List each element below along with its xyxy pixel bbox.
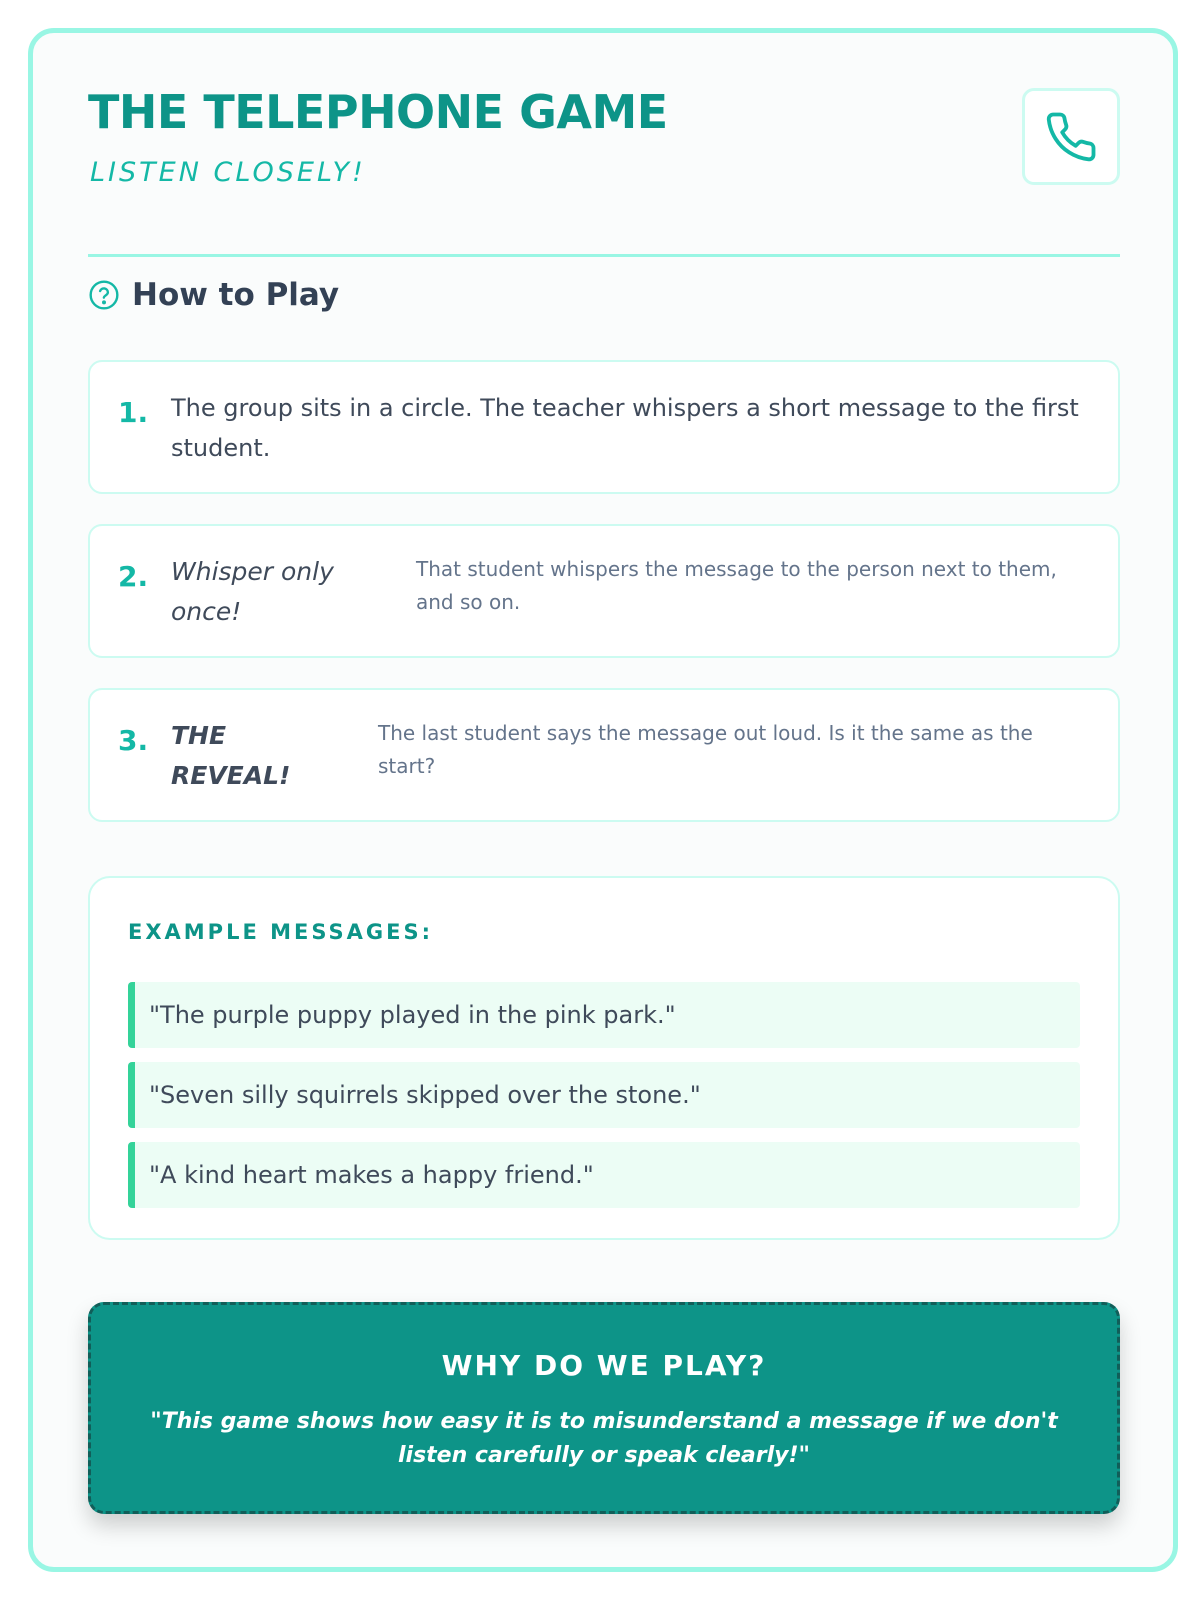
example-message: "The purple puppy played in the pink park." xyxy=(128,982,1080,1048)
example-messages-heading: EXAMPLE MESSAGES: xyxy=(128,920,434,944)
step-number: 2. xyxy=(118,560,149,593)
step-number: 3. xyxy=(118,724,149,757)
why-we-play-panel xyxy=(88,1302,1120,1514)
example-message: "A kind heart makes a happy friend." xyxy=(128,1142,1080,1208)
step-card-2 xyxy=(88,524,1120,658)
question-circle-icon xyxy=(88,279,120,311)
step-text: The group sits in a circle. The teacher whispers a short message to the first student. xyxy=(171,394,1079,462)
example-message: "Seven silly squirrels skipped over the stone." xyxy=(128,1062,1080,1128)
phone-button[interactable] xyxy=(1022,88,1120,185)
header xyxy=(88,85,1120,257)
page-subtitle: LISTEN CLOSELY! xyxy=(90,157,366,188)
step-card-3 xyxy=(88,688,1120,822)
step-number: 1. xyxy=(118,396,149,429)
step-text: The last student says the message out loud. Is it the same as the start? xyxy=(378,721,1033,778)
page-title: THE TELEPHONE GAME xyxy=(88,85,668,139)
phone-icon xyxy=(1044,110,1098,164)
step-title: Whisper only once! xyxy=(171,557,334,626)
how-to-play-heading xyxy=(88,272,339,318)
step-card-1 xyxy=(88,360,1120,494)
why-quote: "This game shows how easy it is to misunderstand a message if we don't listen carefully or speak clearly!" xyxy=(150,1409,1058,1468)
step-title: THE REVEAL! xyxy=(171,721,291,790)
example-messages-panel xyxy=(88,876,1120,1240)
why-title: WHY DO WE PLAY? xyxy=(441,1349,767,1382)
step-text: That student whispers the message to the person next to them, and so on. xyxy=(416,557,1057,614)
how-to-play-label: How to Play xyxy=(132,277,340,313)
